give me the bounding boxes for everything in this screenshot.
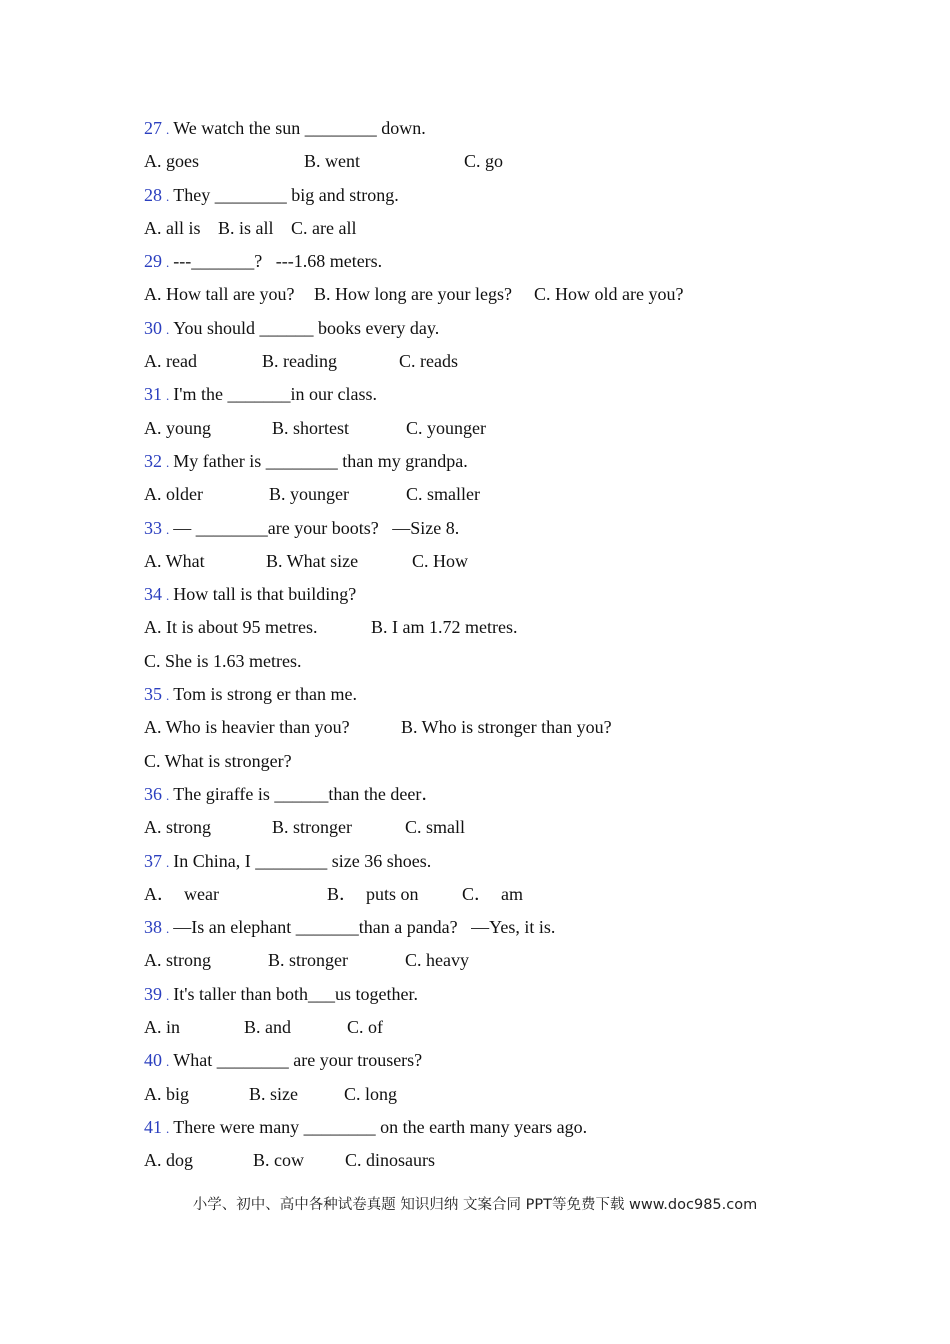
question-number: 35 <box>144 684 162 705</box>
answer-option: C. What is stronger? <box>144 750 292 771</box>
question-36 <box>144 778 864 811</box>
question-text: You should ______ books every day. <box>173 317 440 338</box>
answer-option: A. in <box>144 1017 180 1038</box>
options-row <box>144 345 864 378</box>
question-32 <box>144 445 864 478</box>
options-row <box>144 478 864 511</box>
question-38 <box>144 911 864 944</box>
options-row <box>144 1011 864 1044</box>
answer-option: A. How tall are you? <box>144 284 295 305</box>
answer-option: A. strong <box>144 817 211 838</box>
answer-option: A. read <box>144 351 197 372</box>
question-number: 39 <box>144 983 162 1004</box>
question-37 <box>144 845 864 878</box>
answer-option: A. It is about 95 metres. <box>144 617 318 638</box>
question-number: 29 <box>144 251 162 272</box>
options-row <box>144 545 864 578</box>
answer-option: C. dinosaurs <box>345 1150 435 1171</box>
answer-option: C. How <box>412 550 469 571</box>
question-separator: . <box>166 588 170 604</box>
answer-option: B. stronger <box>268 950 348 971</box>
answer-option: C． am <box>462 883 523 904</box>
answer-option: C. long <box>344 1083 398 1104</box>
answer-option: A. big <box>144 1083 189 1104</box>
answer-option: A． wear <box>144 883 219 904</box>
question-number: 27 <box>144 118 162 138</box>
question-separator: . <box>166 1120 170 1136</box>
answer-option: B. What size <box>266 550 359 571</box>
answer-option: A. dog <box>144 1150 193 1171</box>
answer-option: B. stronger <box>272 817 352 838</box>
question-separator: . <box>166 987 170 1003</box>
question-separator: . <box>166 188 170 204</box>
options-row <box>144 745 864 778</box>
question-text: What ________ are your trousers? <box>173 1050 423 1071</box>
footer-watermark: 小学、初中、高中各种试卷真题 知识归纳 文案合同 PPT等免费下载 www.doc985.com <box>192 1197 758 1213</box>
answer-option: C. small <box>405 817 466 838</box>
answer-option: B. size <box>249 1083 298 1104</box>
question-separator: . <box>166 122 170 137</box>
answer-option: C. go <box>464 151 504 172</box>
answer-option: B. went <box>304 151 360 172</box>
question-text: In China, I ________ size 36 shoes. <box>173 850 432 871</box>
question-number: 33 <box>144 517 162 538</box>
options-row <box>144 412 864 445</box>
answer-option: B. shortest <box>272 417 350 438</box>
question-separator: . <box>166 521 170 537</box>
question-number: 28 <box>144 184 162 205</box>
question-text: How tall is that building? <box>173 584 357 605</box>
question-text: I'm the _______in our class. <box>173 384 377 405</box>
answer-option: A. Who is heavier than you? <box>144 717 350 738</box>
question-separator: . <box>166 454 170 470</box>
answer-option: C. reads <box>399 351 458 372</box>
answer-option: A. goes <box>144 151 199 172</box>
answer-option: A. What <box>144 550 205 571</box>
question-number: 41 <box>144 1116 162 1137</box>
answer-option: B. cow <box>253 1150 304 1171</box>
question-41 <box>144 1111 864 1144</box>
answer-option: B. Who is stronger than you? <box>401 717 612 738</box>
question-39 <box>144 978 864 1011</box>
question-separator: . <box>166 787 170 803</box>
options-row <box>144 611 864 644</box>
options-row <box>144 878 864 911</box>
options-row <box>144 145 864 178</box>
options-row <box>144 1078 864 1111</box>
answer-option: C. of <box>347 1017 383 1038</box>
options-row <box>144 944 864 977</box>
options-row <box>144 645 864 678</box>
answer-option: B． puts on <box>327 883 419 904</box>
question-number: 40 <box>144 1050 162 1071</box>
question-35 <box>144 678 864 711</box>
question-30 <box>144 312 864 345</box>
worksheet <box>144 112 864 1178</box>
question-text: It's taller than both___us together. <box>173 983 418 1004</box>
answer-option: C. heavy <box>405 950 469 971</box>
question-number: 37 <box>144 850 162 871</box>
answer-option: A. older <box>144 484 203 505</box>
answer-option: B. reading <box>262 351 337 372</box>
question-number: 31 <box>144 384 162 405</box>
options-row <box>144 1144 864 1177</box>
answer-option: B. How long are your legs? <box>314 284 512 305</box>
question-text: We watch the sun ________ down. <box>173 118 426 138</box>
question-number: 32 <box>144 450 162 471</box>
answer-option: C. How old are you? <box>534 284 684 305</box>
answer-option: B. I am 1.72 metres. <box>371 617 518 638</box>
question-text: — ________are your boots? —Size 8. <box>173 517 460 538</box>
options-row <box>144 278 864 311</box>
question-separator: . <box>166 321 170 337</box>
question-34 <box>144 578 864 611</box>
answer-option: B. and <box>244 1017 291 1038</box>
question-text: They ________ big and strong. <box>173 184 399 205</box>
options-row <box>144 711 864 744</box>
answer-option: C. are all <box>291 217 357 238</box>
question-number: 30 <box>144 317 162 338</box>
question-separator: . <box>166 688 170 704</box>
options-row <box>144 212 864 245</box>
question-text: —Is an elephant _______than a panda? —Yes, it is. <box>173 917 556 938</box>
answer-option: A. all is <box>144 217 201 238</box>
question-number: 36 <box>144 783 162 804</box>
question-separator: . <box>166 255 170 271</box>
question-separator: . <box>166 388 170 404</box>
question-number: 34 <box>144 584 162 605</box>
question-29 <box>144 245 864 278</box>
question-28 <box>144 179 864 212</box>
question-text: Tom is strong er than me. <box>173 684 357 705</box>
question-number: 38 <box>144 917 162 938</box>
question-text: ---_______? ---1.68 meters. <box>173 251 383 272</box>
question-text: My father is ________ than my grandpa. <box>173 450 468 471</box>
answer-option: C. She is 1.63 metres. <box>144 650 302 671</box>
question-separator: . <box>166 854 170 870</box>
question-separator: . <box>166 1054 170 1070</box>
answer-option: C. younger <box>406 417 486 438</box>
question-33 <box>144 512 864 545</box>
options-row <box>144 811 864 844</box>
answer-option: B. younger <box>269 484 349 505</box>
question-31 <box>144 378 864 411</box>
question-text: The giraffe is ______than the deer． <box>173 783 440 804</box>
answer-option: C. smaller <box>406 484 480 505</box>
answer-option: A. strong <box>144 950 211 971</box>
answer-option: B. is all <box>218 217 274 238</box>
question-text: There were many ________ on the earth many years ago. <box>173 1116 588 1137</box>
question-separator: . <box>166 921 170 937</box>
question-40 <box>144 1044 864 1077</box>
question-27 <box>144 112 864 145</box>
answer-option: A. young <box>144 417 211 438</box>
